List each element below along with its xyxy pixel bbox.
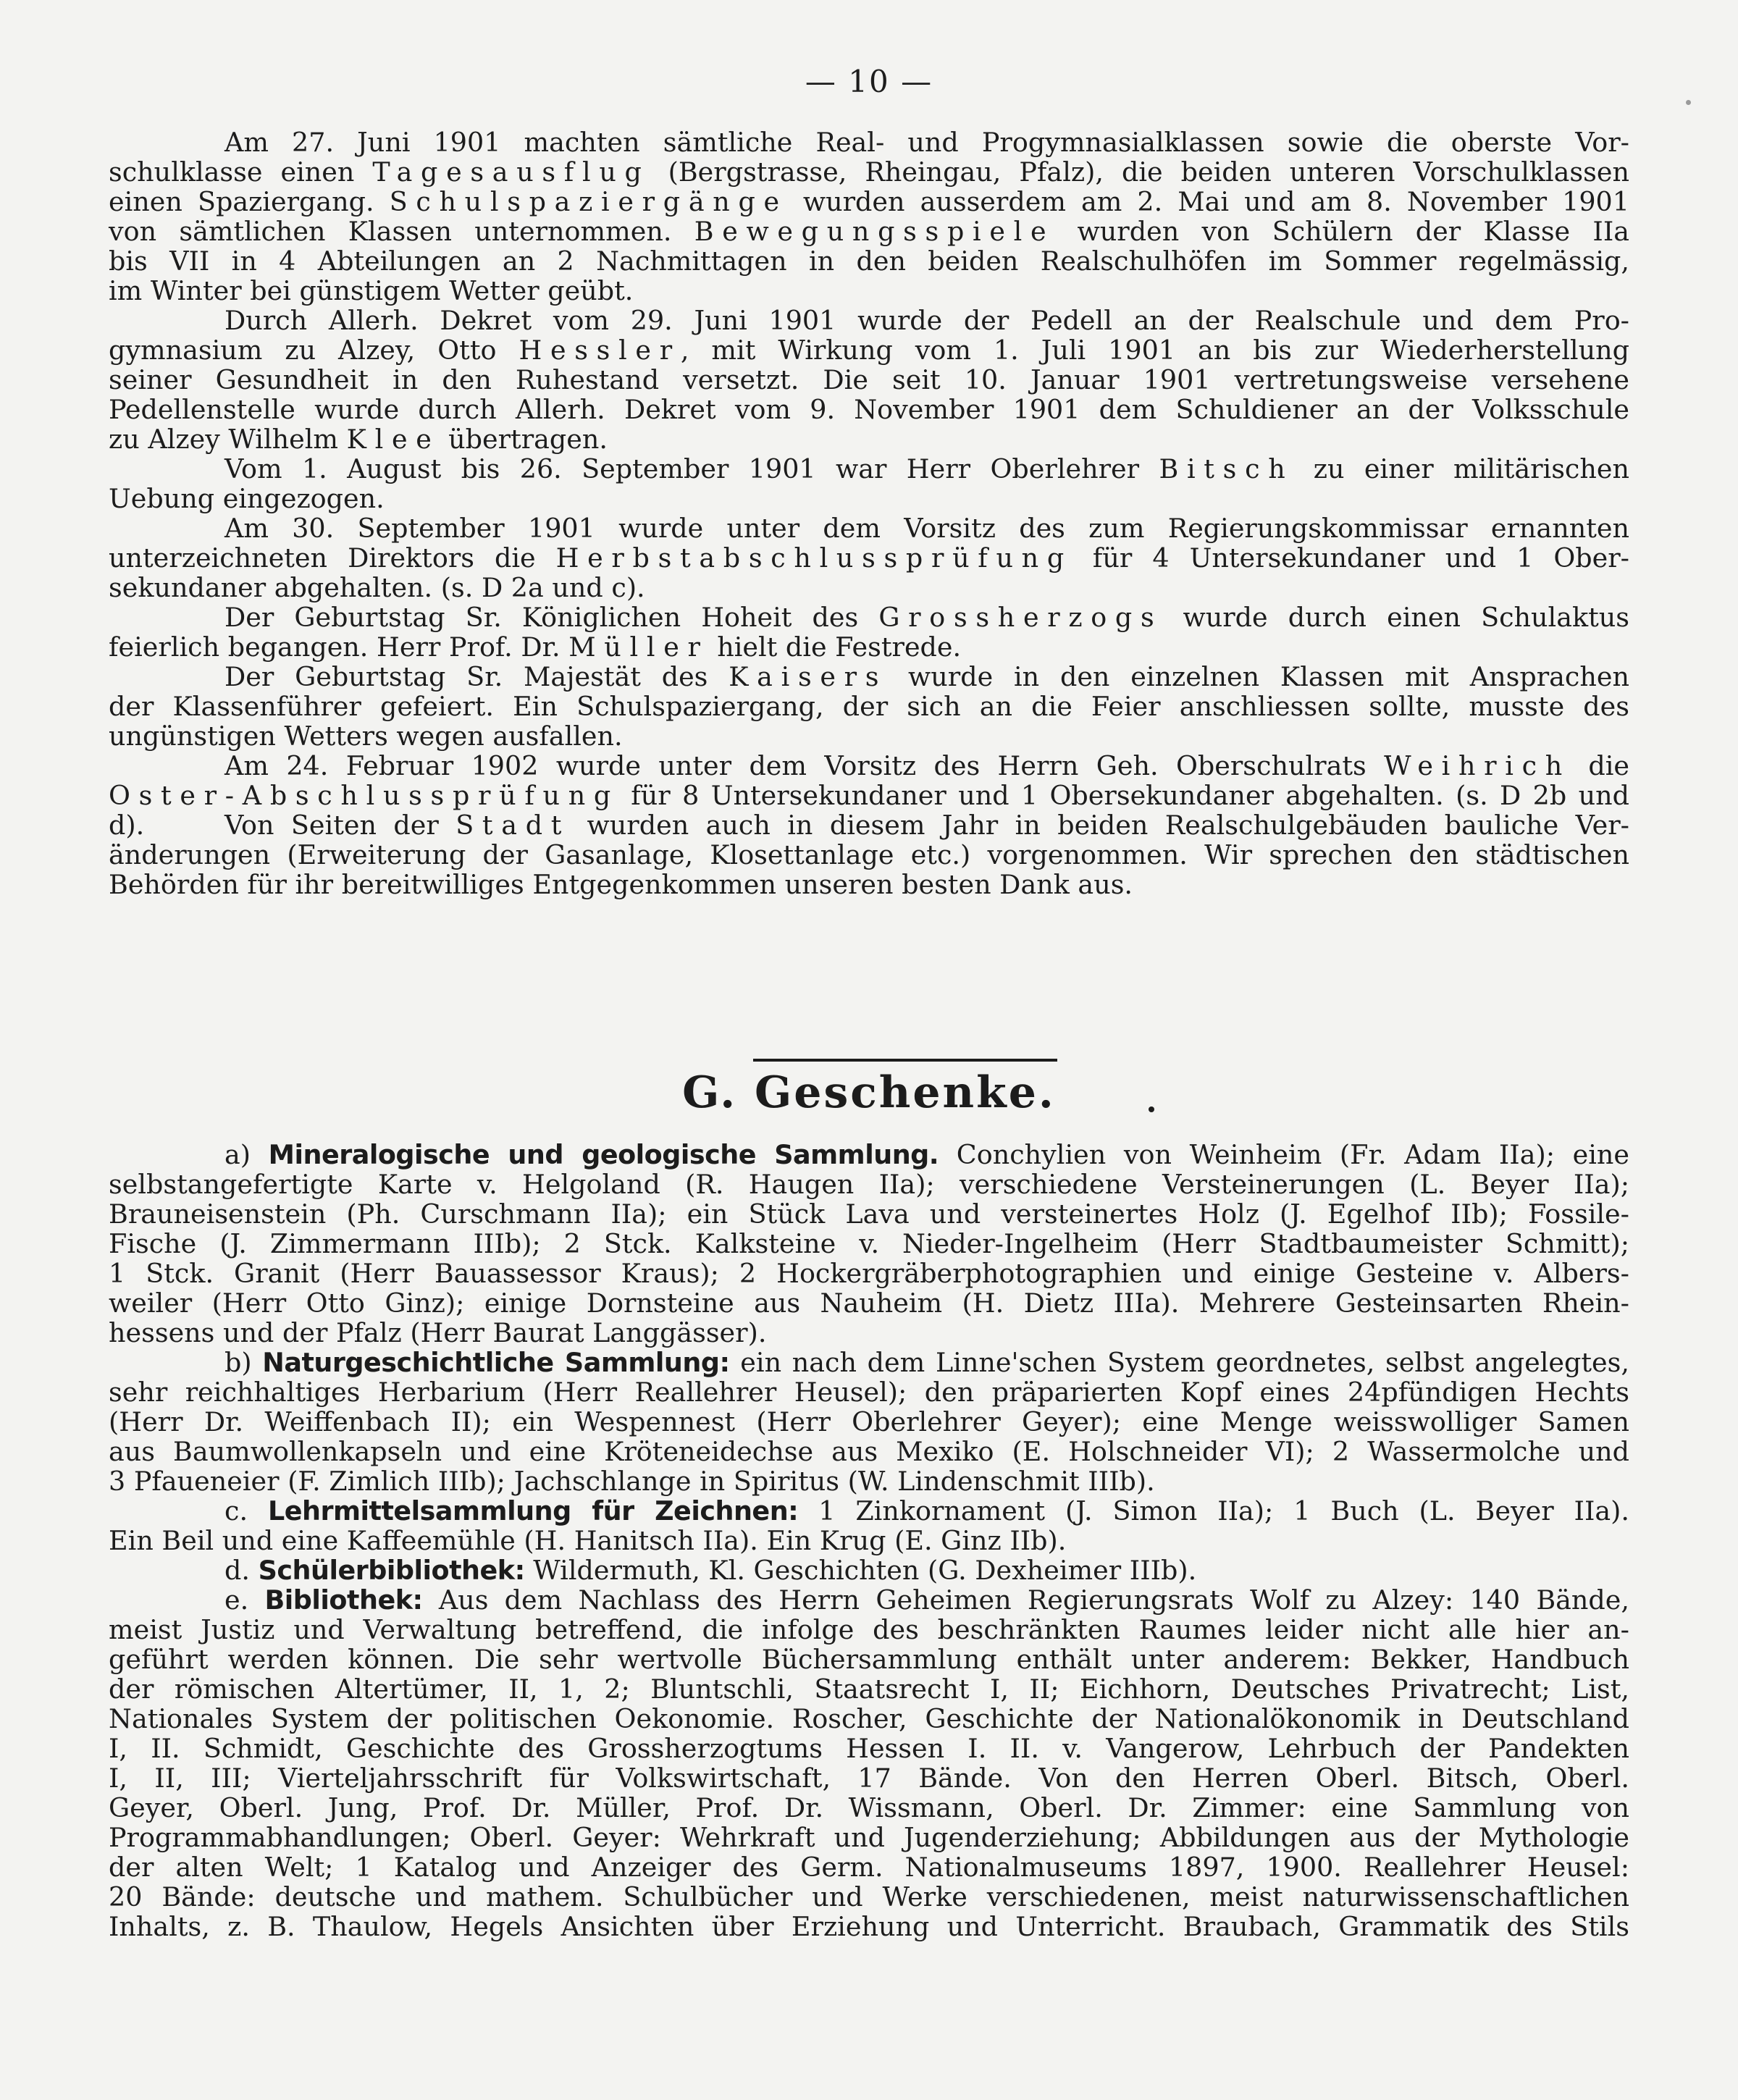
text-line: der alten Welt; 1 Katalog und Anzeiger des Germ. Nationalmuseums 1897, 1900. Reallehrer Heusel:	[109, 1852, 1629, 1883]
text-line: Behörden für ihr bereitwilliges Entgegenkommen unseren besten Dank aus.	[109, 869, 1133, 900]
spaced-term: Oster-Abschlussprüfung	[109, 780, 619, 811]
category-title: Schülerbibliothek:	[258, 1555, 525, 1586]
text-line: b) Naturgeschichtliche Sammlung: ein nach dem Linne'schen System geordnetes, selbst angelegtes,	[224, 1347, 1629, 1378]
gift-mineralogy	[109, 1140, 1629, 1348]
category-title: Lehrmittelsammlung für Zeichnen:	[267, 1495, 799, 1526]
text-line: einen Spaziergang. Schulspaziergänge wurden ausserdem am 2. Mai und am 8. November 1901	[109, 186, 1629, 217]
text-line: c. Lehrmittelsammlung für Zeichnen: 1 Zinkornament (J. Simon IIa); 1 Buch (L. Beyer IIa).	[224, 1495, 1629, 1526]
text-line: weiler (Herr Otto Ginz); einige Dornsteine aus Nauheim (H. Dietz IIIa). Mehrere Gesteinsarten Rhein-	[109, 1288, 1629, 1319]
text-line: I, II. Schmidt, Geschichte des Grossherzogtums Hessen I. II. v. Vangerow, Lehrbuch der Pandekten	[109, 1733, 1629, 1764]
text-line: Von Seiten der Stadt wurden auch in diesem Jahr in beiden Realschulgebäuden bauliche Ver-	[224, 810, 1629, 841]
text-line: schulklasse einen Tagesausflug (Bergstrasse, Rheingau, Pfalz), die beiden unteren Vorschulklassen	[109, 156, 1629, 188]
text-line: Geyer, Oberl. Jung, Prof. Dr. Müller, Prof. Dr. Wissmann, Oberl. Dr. Zimmer: eine Sammlung von	[109, 1792, 1629, 1823]
text-line: d. Schülerbibliothek: Wildermuth, Kl. Geschichten (G. Dexheimer IIIb).	[224, 1555, 1197, 1586]
text-line: 20 Bände: deutsche und mathem. Schulbücher und Werke verschiedenen, meist naturwissenschaftlichen	[109, 1881, 1629, 1912]
text-line: Pedellenstelle wurde durch Allerh. Dekret vom 9. November 1901 dem Schuldiener an der Volksschule	[109, 394, 1629, 425]
print-speck	[1149, 1106, 1154, 1112]
text-line: Ein Beil und eine Kaffeemühle (H. Hanitsch IIa). Ein Krug (E. Ginz IIb).	[109, 1525, 1067, 1556]
gift-natural-history	[109, 1348, 1629, 1496]
spaced-term: Bitsch	[1159, 453, 1294, 484]
text-line: Am 27. Juni 1901 machten sämtliche Real- und Progymnasialklassen sowie die oberste Vor-	[224, 127, 1629, 158]
paragraph-kaiser	[109, 662, 1629, 751]
text-line: sehr reichhaltiges Herbarium (Herr Reallehrer Heusel); den präparierten Kopf eines 24pfündigen Hechts	[109, 1377, 1629, 1408]
text-line: Inhalts, z. B. Thaulow, Hegels Ansichten über Erziehung und Unterricht. Braubach, Grammatik des Stils	[109, 1911, 1629, 1942]
text-line: 3 Pfaueneier (F. Zimlich IIIb); Jachschlange in Spiritus (W. Lindenschmit IIIb).	[109, 1466, 1155, 1497]
text-line: Uebung eingezogen.	[109, 483, 385, 514]
gift-student-library	[109, 1555, 1629, 1585]
text-line: Durch Allerh. Dekret vom 29. Juni 1901 wurde der Pedell an der Realschule und dem Pro-	[224, 305, 1629, 336]
text-line: zu Alzey Wilhelm Klee übertragen.	[109, 424, 608, 455]
spaced-term: Kaisers	[729, 661, 888, 692]
spaced-term: Müller	[568, 631, 709, 663]
text-line: selbstangefertigte Karte v. Helgoland (R. Haugen IIa); verschiedene Versteinerungen (L. Beyer IIa);	[109, 1169, 1629, 1200]
text-line: änderungen (Erweiterung der Gasanlage, Klosettanlage etc.) vorgenommen. Wir sprechen den städtischen	[109, 839, 1629, 870]
spaced-term: Hessler	[519, 335, 681, 366]
text-line: feierlich begangen. Herr Prof. Dr. Müller hielt die Festrede.	[109, 631, 962, 663]
paragraph-autumn-exam	[109, 513, 1629, 602]
page-number: — 10 —	[805, 64, 933, 99]
paragraph-excursions	[109, 127, 1629, 306]
paragraph-grand-duke	[109, 602, 1629, 662]
text-line: geführt werden können. Die sehr wertvolle Büchersammlung enthält unter anderem: Bekker, Handbuch	[109, 1644, 1629, 1675]
text-line: von sämtlichen Klassen unternommen. Bewegungsspiele wurden von Schülern der Klasse IIa	[109, 216, 1629, 247]
text-line: der römischen Altertümer, II, 1, 2; Bluntschli, Staatsrecht I, II; Eichhorn, Deutsches Privatrecht; List,	[109, 1673, 1629, 1705]
section-heading: G. Geschenke.	[682, 1067, 1056, 1118]
text-line: aus Baumwollenkapseln und eine Kröteneidechse aus Mexiko (E. Holschneider VI); 2 Wassermolche und	[109, 1436, 1629, 1467]
text-line: a) Mineralogische und geologische Sammlung. Conchylien von Weinheim (Fr. Adam IIa); eine	[224, 1139, 1630, 1170]
text-line: unterzeichneten Direktors die Herbstabschlussprüfung für 4 Untersekundaner und 1 Ober-	[109, 542, 1629, 574]
text-line: Brauneisenstein (Ph. Curschmann IIa); ein Stück Lava und versteinertes Holz (J. Egelhof IIb); Fossile-	[109, 1198, 1629, 1230]
category-title: Mineralogische und geologische Sammlung.	[268, 1139, 939, 1170]
text-line: Am 30. September 1901 wurde unter dem Vorsitz des zum Regierungskommissar ernannten	[224, 513, 1629, 544]
text-line: sekundaner abgehalten. (s. D 2a und c).	[109, 572, 645, 603]
text-line: Fische (J. Zimmermann IIIb); 2 Stck. Kalksteine v. Nieder-Ingelheim (Herr Stadtbaumeister Schmitt);	[109, 1228, 1629, 1259]
spaced-term: Grossherzogs	[878, 602, 1163, 633]
text-line: hessens und der Pfalz (Herr Baurat Langgässer).	[109, 1317, 767, 1348]
print-speck	[1686, 100, 1691, 105]
paragraph-military	[109, 454, 1629, 513]
category-title: Bibliothek:	[264, 1584, 423, 1616]
gift-drawing-materials	[109, 1496, 1629, 1555]
text-line: Oster-Abschlussprüfung für 8 Untersekundaner und 1 Obersekundaner abgehalten. (s. D 2b und d).	[109, 780, 1629, 841]
text-line: Vom 1. August bis 26. September 1901 war Herr Oberlehrer Bitsch zu einer militärischen	[224, 453, 1629, 484]
text-line: gymnasium zu Alzey, Otto Hessler, mit Wirkung vom 1. Juli 1901 an bis zur Wiederherstellung	[109, 335, 1629, 366]
text-line: I, II, III; Vierteljahrsschrift für Volkswirtschaft, 17 Bände. Von den Herren Oberl. Bitsch, Oberl.	[109, 1763, 1629, 1794]
text-line: seiner Gesundheit in den Ruhestand versetzt. Die seit 10. Januar 1901 vertretungsweise versehene	[109, 364, 1629, 395]
paragraph-pedell	[109, 306, 1629, 454]
text-line: der Klassenführer gefeiert. Ein Schulspaziergang, der sich an die Feier anschliessen sollte, musste des	[109, 691, 1629, 722]
spaced-term: Schulspaziergänge	[389, 186, 788, 217]
text-line: Am 24. Februar 1902 wurde unter dem Vorsitz des Herrn Geh. Oberschulrats Weihrich die	[224, 750, 1629, 781]
spaced-term: Stadt	[456, 810, 571, 841]
spaced-term: Herbstabschlussprüfung	[555, 542, 1072, 574]
text-line: meist Justiz und Verwaltung betreffend, die infolge des beschränkten Raumes leider nicht alle hier an-	[109, 1614, 1629, 1645]
text-line: Der Geburtstag Sr. Königlichen Hoheit des Grossherzogs wurde durch einen Schulaktus	[224, 602, 1629, 633]
text-line: (Herr Dr. Weiffenbach II); ein Wespennest (Herr Oberlehrer Geyer); eine Menge weisswolliger Samen	[109, 1406, 1629, 1437]
spaced-term: Weihrich	[1384, 750, 1571, 781]
text-line: e. Bibliothek: Aus dem Nachlass des Herrn Geheimen Regierungsrats Wolf zu Alzey: 140 Bände,	[224, 1584, 1629, 1616]
text-line: Programmabhandlungen; Oberl. Geyer: Wehrkraft und Jugenderziehung; Abbildungen aus der Mythologie	[109, 1822, 1629, 1853]
spaced-term: Klee	[346, 424, 440, 455]
gift-library	[109, 1585, 1629, 1941]
text-line: im Winter bei günstigem Wetter geübt.	[109, 275, 634, 306]
category-title: Naturgeschichtliche Sammlung:	[262, 1347, 730, 1378]
section-divider	[753, 1059, 1057, 1062]
spaced-term: Bewegungsspiele	[694, 216, 1055, 247]
text-line: Nationales System der politischen Oekonomie. Roscher, Geschichte der Nationalökonomik in Deutschland	[109, 1703, 1629, 1734]
text-line: bis VII in 4 Abteilungen an 2 Nachmittagen in den beiden Realschulhöfen im Sommer regelmässig,	[109, 245, 1629, 277]
paragraph-city	[109, 810, 1629, 899]
text-line: ungünstigen Wetters wegen ausfallen.	[109, 721, 623, 752]
text-line: 1 Stck. Granit (Herr Bauassessor Kraus); 2 Hockergräberphotographien und einige Gesteine v. Albers-	[109, 1258, 1629, 1289]
spaced-term: Tagesausflug	[372, 156, 650, 188]
text-line: Der Geburtstag Sr. Majestät des Kaisers wurde in den einzelnen Klassen mit Ansprachen	[224, 661, 1629, 692]
